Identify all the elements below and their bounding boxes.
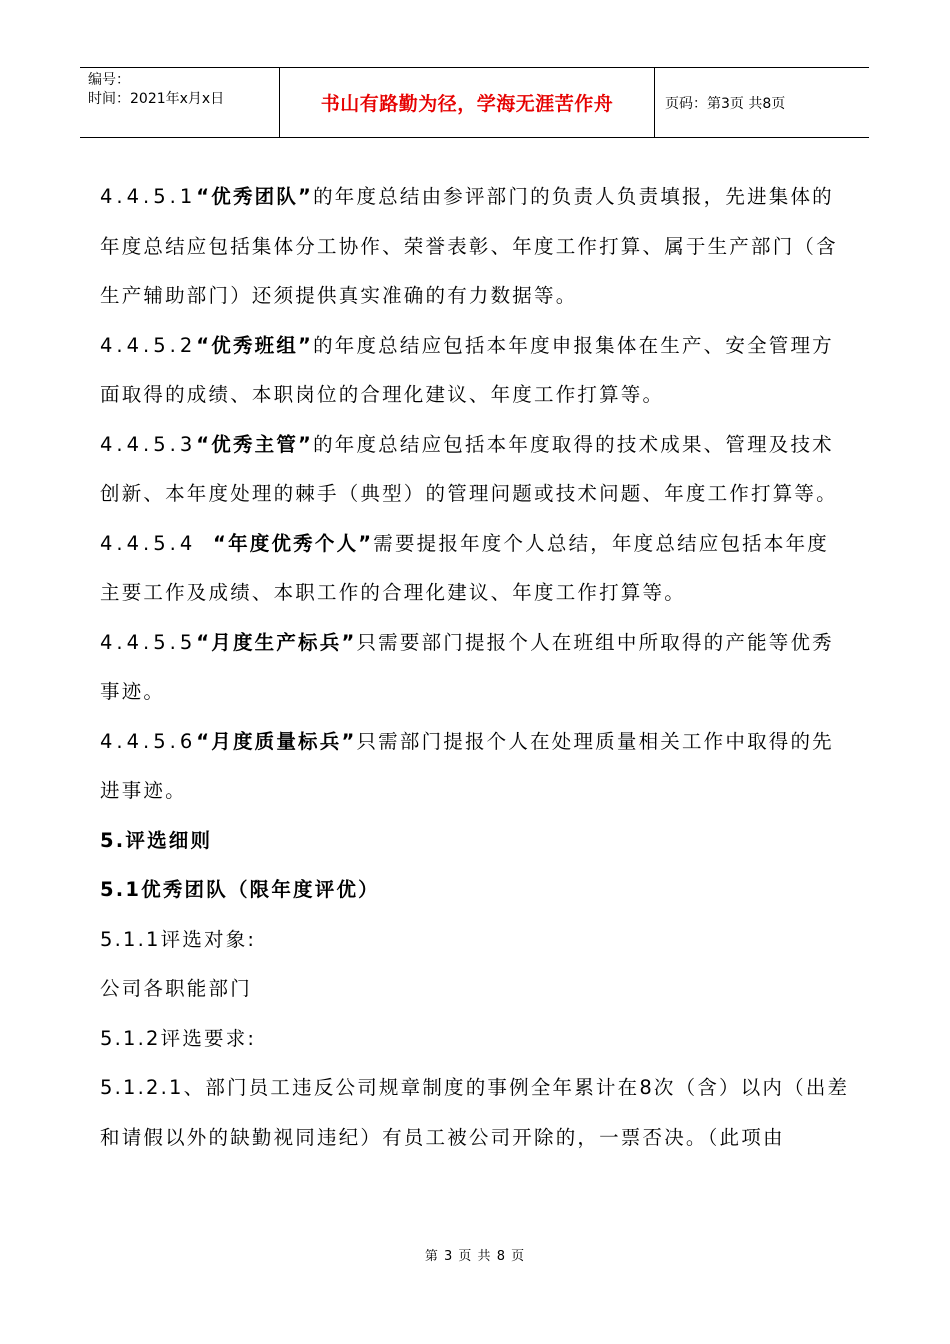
item-511-text: 公司各职能部门 — [100, 977, 252, 1000]
page-footer: 第 3 页 共 8 页 — [424, 1249, 526, 1264]
header-motto: 书山有路勤为径，学海无涯苦作舟 — [280, 68, 655, 137]
paragraph-text: 的年度总结应包括本年度申报集体在生产、安全管理方面取得的成绩、本职岗位的合理化建议、年度工作打算等。 — [100, 333, 834, 406]
paragraph-text: 的年度总结由参评部门的负责人负责填报，先进集体的年度总结应包括集体分工协作、荣誉表彰、年度工作打算、属于生产部门（含生产辅助部门）还须提供真实准确的有力数据等。 — [100, 185, 838, 307]
page-header — [80, 67, 869, 138]
award-name: “月度质量标兵” — [196, 729, 357, 753]
paragraph-number: 4.4.5.1 — [100, 185, 197, 208]
paragraph-4455 — [100, 618, 850, 717]
award-name: “年度优秀个人” — [213, 531, 374, 555]
paragraph-text: 需要提报年度个人总结，年度总结应包括本年度主要工作及成绩、本职工作的合理化建议、年度工作打算等。 — [100, 531, 829, 604]
paragraph-number: 4.4.5.3 — [100, 432, 197, 456]
header-time: 时间：2021年x月x日 — [88, 91, 225, 107]
paragraph-4452 — [100, 321, 850, 420]
award-name: “月度生产标兵” — [196, 630, 357, 654]
header-code: 编号： — [88, 72, 130, 88]
paragraph-4454 — [100, 519, 850, 618]
award-name: “优秀团队” — [196, 185, 314, 208]
item-511: 5.1.1评选对象: — [100, 927, 257, 951]
paragraph-number: 4.4.5.4 — [100, 531, 197, 555]
paragraph-number: 4.4.5.2 — [100, 333, 197, 357]
section-heading: 5.评选细则 — [100, 828, 213, 852]
header-page-number: 页码：第3页 共8页 — [665, 95, 786, 112]
award-name: “优秀班组” — [196, 333, 314, 357]
paragraph-number: 4.4.5.6 — [100, 729, 197, 753]
paragraph-text: 只需部门提报个人在处理质量相关工作中取得的先进事迹。 — [100, 729, 834, 802]
header-meta — [80, 68, 280, 137]
paragraph-4451 — [100, 172, 850, 321]
document-body — [100, 172, 850, 1162]
item-512: 5.1.2评选要求: — [100, 1026, 257, 1050]
paragraph-4456 — [100, 717, 850, 816]
award-name: “优秀主管” — [196, 432, 314, 456]
paragraph-text: 只需要部门提报个人在班组中所取得的产能等优秀事迹。 — [100, 630, 834, 703]
paragraph-number: 4.4.5.5 — [100, 630, 197, 654]
item-5121: 5.1.2.1、部门员工违反公司规章制度的事例全年累计在8次（含）以内（出差和请假以外的缺勤视同违纪）有员工被公司开除的，一票否决。（此项由 — [100, 1076, 850, 1149]
paragraph-4453 — [100, 420, 850, 519]
paragraph-text: 的年度总结应包括本年度取得的技术成果、管理及技术创新、本年度处理的棘手（典型）的管理问题或技术问题、年度工作打算等。 — [100, 432, 838, 505]
subsection-heading: 5.1优秀团队（限年度评优） — [100, 878, 380, 901]
